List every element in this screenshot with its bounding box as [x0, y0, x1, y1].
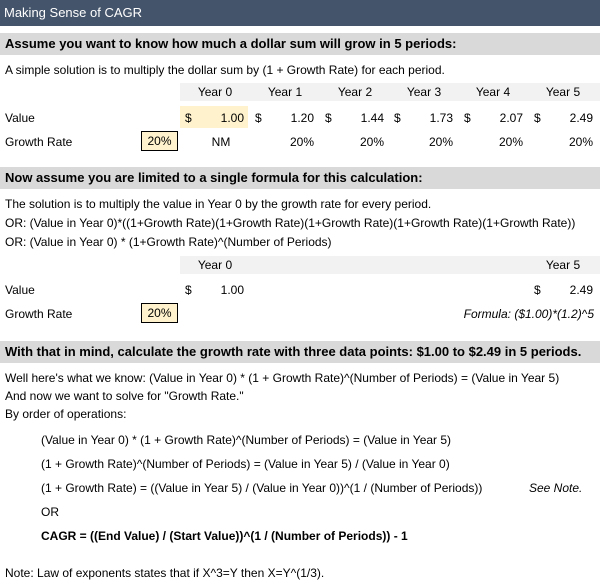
currency-symbol: $ [185, 283, 192, 297]
value-label: Value [5, 111, 35, 125]
section3-line2: And now we want to solve for "Growth Rate." [5, 389, 244, 403]
value-cell: 2.07 [499, 111, 523, 125]
value-cell: 1.00 [220, 283, 244, 297]
or-text: OR [41, 505, 59, 519]
formula-text: Formula: ($1.00)*(1.2)^5 [463, 307, 594, 321]
year-header: Year 0 [197, 258, 233, 272]
growth-rate-input[interactable]: 20% [141, 303, 178, 323]
currency-symbol: $ [185, 111, 192, 125]
value-cell: 2.49 [569, 111, 593, 125]
section2-line1: The solution is to multiply the value in Year 0 by the growth rate for every period. [5, 197, 432, 211]
footnote: Note: Law of exponents states that if X^3=Y then X=Y^(1/3). [5, 566, 325, 580]
equation-1: (Value in Year 0) * (1 + Growth Rate)^(Number of Periods) = (Value in Year 5) [41, 433, 452, 447]
currency-symbol: $ [394, 111, 401, 125]
currency-symbol: $ [464, 111, 471, 125]
section1-heading: Assume you want to know how much a dollar sum will grow in 5 periods: [5, 36, 457, 51]
year-header: Year 5 [545, 258, 581, 272]
growth-cell: NM [211, 135, 231, 149]
growth-cell: 20% [359, 135, 384, 149]
value-label: Value [5, 283, 35, 297]
section2-header [0, 167, 600, 189]
equation-2: (1 + Growth Rate)^(Number of Periods) = (Value in Year 5) / (Value in Year 0) [41, 457, 450, 471]
value-cell: 1.00 [220, 111, 244, 125]
currency-symbol: $ [255, 111, 262, 125]
cagr-formula: CAGR = ((End Value) / (Start Value))^(1 / (Number of Periods)) - 1 [41, 529, 408, 543]
section1-header [0, 33, 600, 55]
growth-rate-input[interactable]: 20% [141, 131, 178, 151]
section1-intro: A simple solution is to multiply the dollar sum by (1 + Growth Rate) for each period. [5, 63, 445, 77]
section3-line3: By order of operations: [5, 407, 127, 421]
section2-heading: Now assume you are limited to a single formula for this calculation: [5, 170, 423, 185]
growth-cell: 20% [289, 135, 314, 149]
year-header: Year 2 [337, 85, 373, 99]
value-cell: 1.20 [290, 111, 314, 125]
growth-rate-label: Growth Rate [5, 135, 73, 149]
section2-line3: OR: (Value in Year 0) * (1+Growth Rate)^(Number of Periods) [5, 235, 332, 249]
value-cell: 2.49 [569, 283, 593, 297]
currency-symbol: $ [534, 111, 541, 125]
section3-header [0, 341, 600, 363]
see-note: See Note. [529, 481, 583, 495]
growth-cell: 20% [498, 135, 523, 149]
section3-heading: With that in mind, calculate the growth rate with three data points: $1.00 to $2.49 in 5 periods. [5, 344, 582, 359]
currency-symbol: $ [325, 111, 332, 125]
equation-3: (1 + Growth Rate) = ((Value in Year 5) / (Value in Year 0))^(1 / (Number of Periods)) [41, 481, 483, 495]
section3-line1: Well here's what we know: (Value in Year 0) * (1 + Growth Rate)^(Number of Periods) = (Value in Year 5) [5, 371, 560, 385]
year-header: Year 5 [545, 85, 581, 99]
growth-cell: 20% [568, 135, 593, 149]
year-header: Year 4 [475, 85, 511, 99]
value-cell: 1.44 [360, 111, 384, 125]
growth-rate-label: Growth Rate [5, 307, 73, 321]
page-title: Making Sense of CAGR [4, 5, 143, 20]
year-header: Year 3 [406, 85, 442, 99]
section2-line2: OR: (Value in Year 0)*((1+Growth Rate)(1+Growth Rate)(1+Growth Rate)(1+Growth Rate)(1+Growth Rate)) [5, 216, 576, 230]
currency-symbol: $ [534, 283, 541, 297]
value-cell: 1.73 [429, 111, 453, 125]
growth-cell: 20% [428, 135, 453, 149]
year-header: Year 0 [197, 85, 233, 99]
title-bar [0, 0, 600, 26]
year-header: Year 1 [267, 85, 303, 99]
